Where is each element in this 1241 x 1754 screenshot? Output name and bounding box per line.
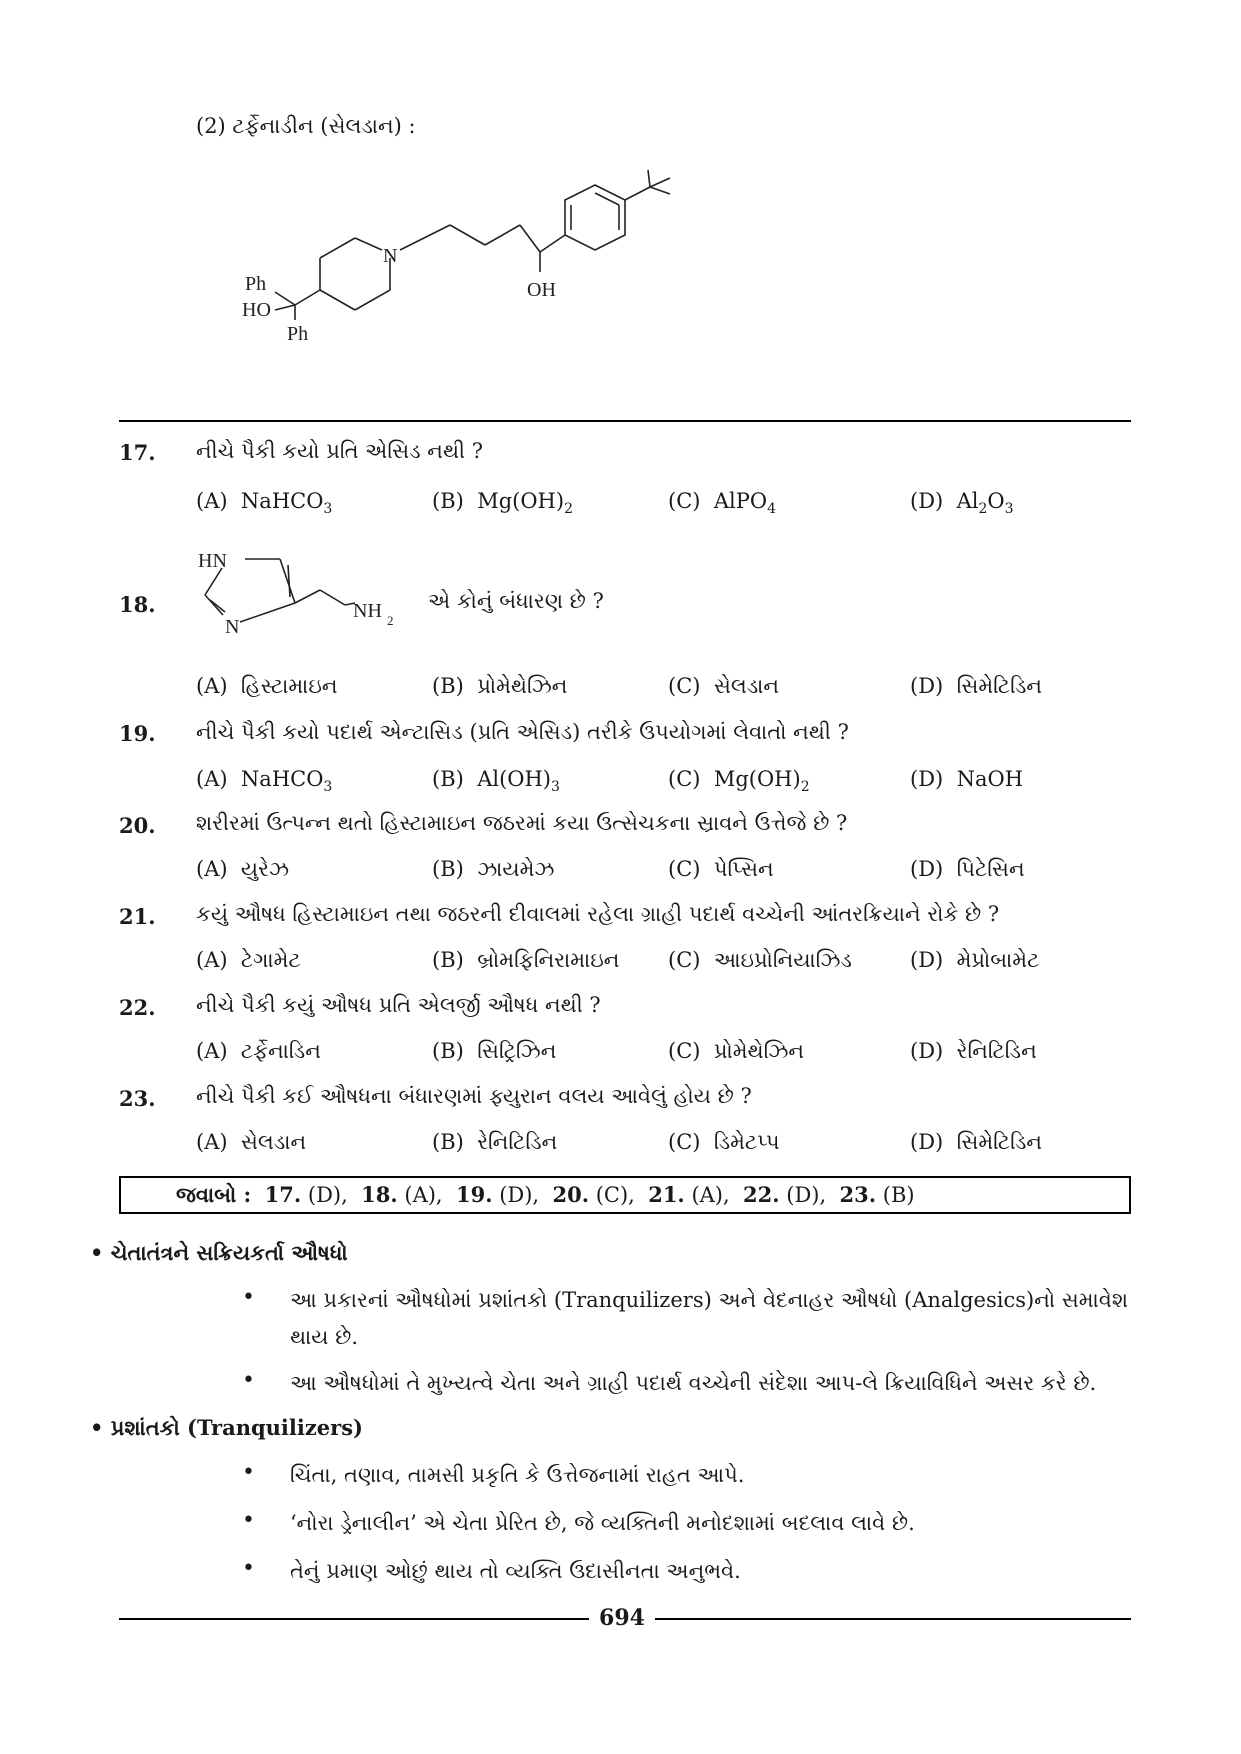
page-number: 694 xyxy=(599,1605,645,1631)
option-c: (C) પ્રોમેથેઝિન xyxy=(668,1039,805,1063)
section-heading: • પ્રશાંતકો (Tranquilizers) xyxy=(90,1415,363,1440)
atom-nh-subscript: 2 xyxy=(387,613,394,628)
question-text: નીચે પૈકી કયો પ્રતિ એસિડ નથી ? xyxy=(196,439,483,463)
question-number: 20. xyxy=(119,813,156,838)
atom-n: N xyxy=(225,616,240,638)
bullet-icon: • xyxy=(242,1556,255,1581)
question-number: 17. xyxy=(119,440,156,465)
option-a: (A) હિસ્ટામાઇન xyxy=(196,674,338,698)
footer-rule-right xyxy=(655,1618,1131,1620)
option-b: (B) $Mg(OH)_2$ xyxy=(432,489,573,517)
bullet-text: આ ઔષધોમાં તે મુખ્યત્વે ચેતા અને ગ્રાહી પદાર્થ વચ્ચેની સંદેશા આપ-લે ક્રિયાવિધિને અસર કરે છે. xyxy=(290,1371,1097,1395)
option-c: (C) આઇપ્રોનિયાઝિડ xyxy=(668,948,852,972)
question-number: 21. xyxy=(119,904,156,929)
option-b: (B) ઝાયમેઝ xyxy=(432,857,555,881)
histamine-structure xyxy=(195,545,435,645)
question-number: 19. xyxy=(119,721,156,746)
option-d: (D) $Al_2O_3$ xyxy=(910,489,1014,517)
option-b: (B) રેનિટિડિન xyxy=(432,1130,558,1154)
bullet-icon: • xyxy=(242,1460,255,1485)
option-d: (D) રેનિટિડિન xyxy=(910,1039,1037,1063)
option-a: (A) ટેગામેટ xyxy=(196,948,301,972)
option-c: (C) AlPO$_4$ xyxy=(668,489,776,517)
option-b: (B) બ્રોમફિનિરામાઇન xyxy=(432,948,620,972)
option-c: (C) $Mg(OH)_2$ xyxy=(668,767,810,795)
option-d: (D) NaOH xyxy=(910,767,1024,791)
option-d: (D) મેપ્રોબામેટ xyxy=(910,948,1040,972)
atom-oh: OH xyxy=(527,279,556,301)
option-c: (C) સેલડાન xyxy=(668,674,780,698)
option-b: (B) $Al(OH)_3$ xyxy=(432,767,560,795)
question-text: નીચે પૈકી કયું ઔષધ પ્રતિ એલર્જી ઔષધ નથી ? xyxy=(196,993,601,1017)
option-d: (D) સિમેટિડિન xyxy=(910,674,1043,698)
option-a: (A) ટર્ફેનાડિન xyxy=(196,1039,321,1063)
bullet-icon: • xyxy=(242,1285,255,1310)
option-b: (B) સિટ્રિઝિન xyxy=(432,1039,557,1063)
option-d: (D) પિટેસિન xyxy=(910,857,1025,881)
answer-key: જવાબો : 17. (D), 18. (A), 19. (D), 20. (C), 21. (A), 22. (D), 23. (B) xyxy=(176,1182,915,1207)
terfenadine-structure xyxy=(230,170,710,390)
atom-ph-2: Ph xyxy=(287,323,309,345)
option-b: (B) પ્રોમેથેઝિન xyxy=(432,674,568,698)
question-number: 22. xyxy=(119,995,156,1020)
atom-nh: NH xyxy=(353,600,382,622)
footer-rule-left xyxy=(119,1618,589,1620)
atom-ho: HO xyxy=(242,299,271,321)
option-a: (A) યુરેઝ xyxy=(196,857,290,881)
bullet-icon: • xyxy=(242,1508,255,1533)
question-number: 18. xyxy=(119,592,156,617)
question-text: કયું ઔષધ હિસ્ટામાઇન તથા જઠરની દીવાલમાં રહેલા ગ્રાહી પદાર્થ વચ્ચેની આંતરક્રિયાને રોકે છે ? xyxy=(196,902,1000,926)
question-text: નીચે પૈકી કયો પદાર્થ એન્ટાસિડ (પ્રતિ એસિડ) તરીકે ઉપયોગમાં લેવાતો નથી ? xyxy=(196,720,849,744)
structure-label: (2) ટર્ફેનાડીન (સેલડાન) : xyxy=(196,114,416,138)
bullet-text: આ પ્રકારનાં ઔષધોમાં પ્રશાંતકો (Tranquilizers) અને વેદનાહર ઔષધો (Analgesics)નો સમાવેશ xyxy=(290,1288,1129,1312)
atom-hn: HN xyxy=(198,550,227,572)
bullet-icon: • xyxy=(242,1368,255,1393)
question-text: નીચે પૈકી કઈ ઔષધના બંધારણમાં ફ્યુરાન વલય આવેલું હોય છે ? xyxy=(196,1084,752,1108)
atom-n: N xyxy=(383,245,398,267)
option-d: (D) સિમેટિડિન xyxy=(910,1130,1043,1154)
bullet-text: ચિંતા, તણાવ, તામસી પ્રકૃતિ કે ઉત્તેજનામાં રાહત આપે. xyxy=(290,1463,745,1487)
bullet-text-cont: થાય છે. xyxy=(290,1325,359,1349)
option-a: (A) NaHCO$_3$ xyxy=(196,767,333,795)
question-text: એ કોનું બંધારણ છે ? xyxy=(428,589,604,613)
atom-ph-1: Ph xyxy=(245,273,267,295)
section-heading: • ચેતાતંત્રને સક્રિયકર્તા ઔષધો xyxy=(90,1240,348,1265)
option-c: (C) પેપ્સિન xyxy=(668,857,774,881)
option-c: (C) ડિમેટપ્પ xyxy=(668,1130,780,1154)
question-number: 23. xyxy=(119,1086,156,1111)
separator-rule xyxy=(119,420,1131,422)
question-text: શરીરમાં ઉત્પન્ન થતો હિસ્ટામાઇન જઠરમાં કયા ઉત્સેચકના સ્રાવને ઉત્તેજે છે ? xyxy=(196,811,848,835)
bullet-text: તેનું પ્રમાણ ઓછું થાય તો વ્યક્તિ ઉદાસીનતા અનુભવે. xyxy=(290,1559,741,1583)
option-a: (A) સેલડાન xyxy=(196,1130,307,1154)
bullet-text: ‘નોરા ડ્રેનાલીન’ એ ચેતા પ્રેરિત છે, જે વ્યક્તિની મનોદશામાં બદલાવ લાવે છે. xyxy=(290,1511,915,1535)
option-a: (A) NaHCO$_3$ xyxy=(196,489,333,517)
